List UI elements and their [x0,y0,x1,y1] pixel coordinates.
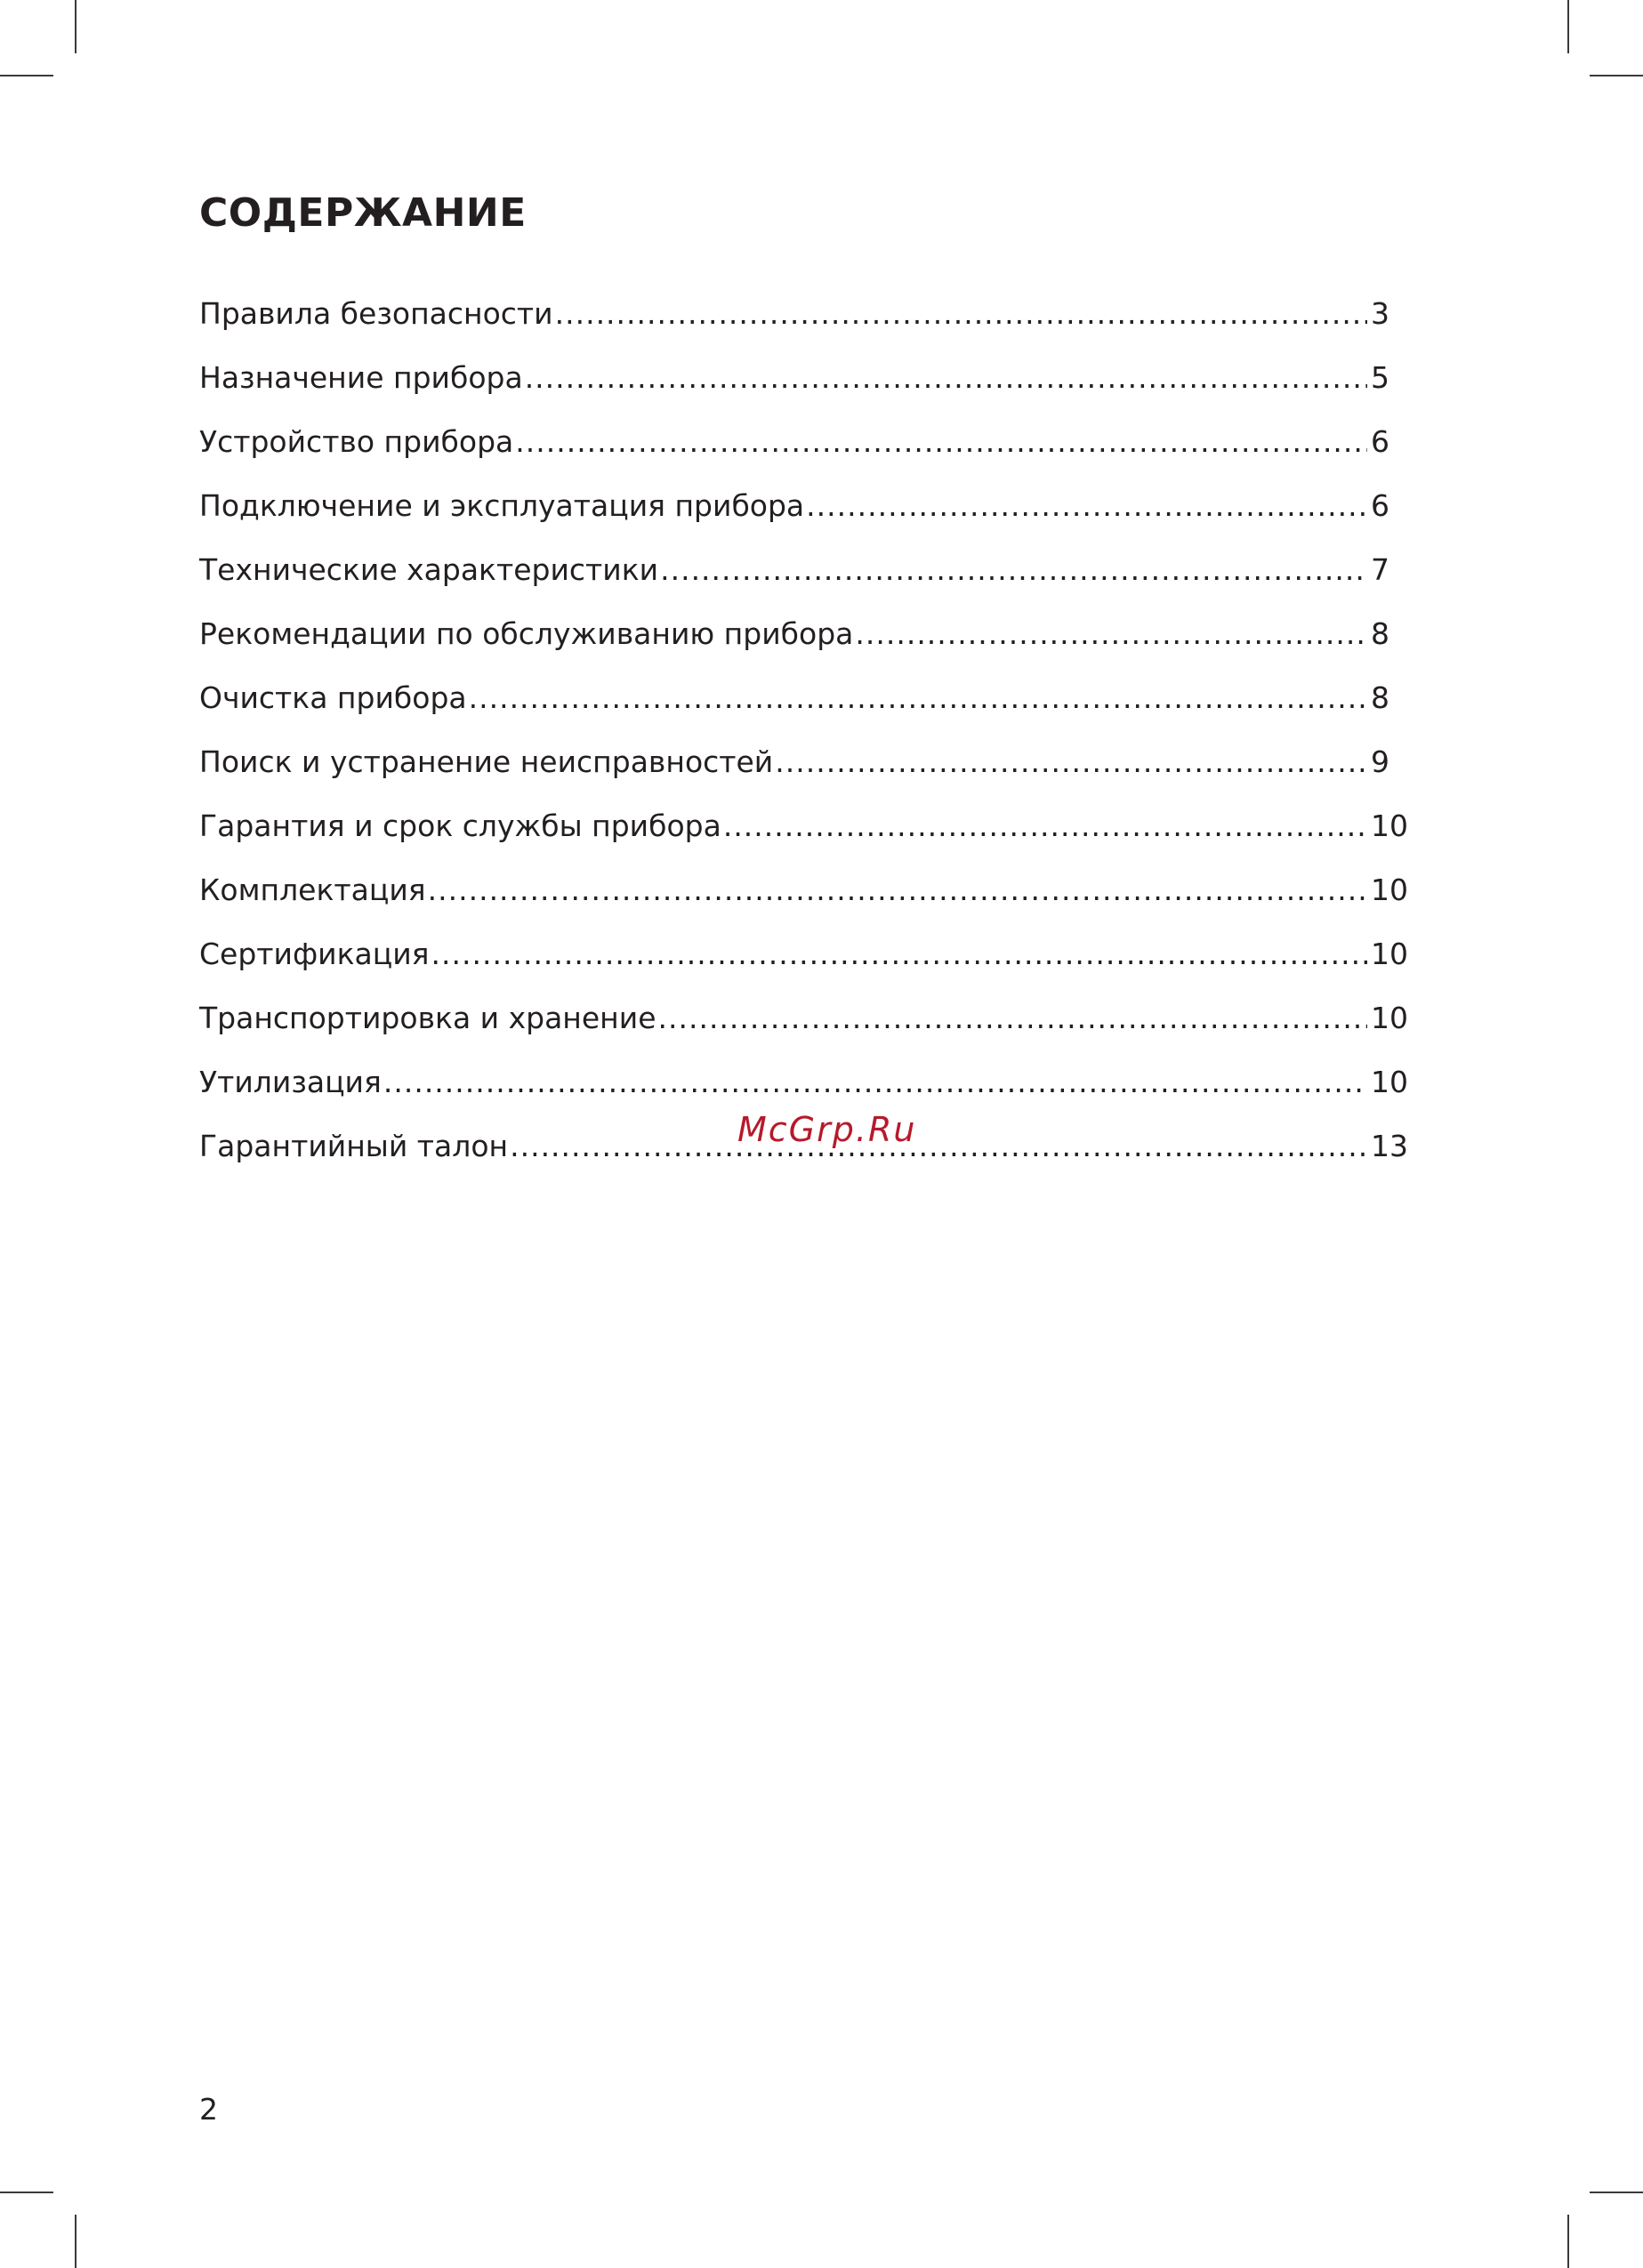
toc-entry [199,672,1422,736]
toc-entry [199,736,1422,800]
crop-mark-top-right-vertical [1567,0,1569,53]
toc-entry-page: 6 [1371,424,1389,459]
toc-dot-leader [510,1120,1367,1173]
toc-entry [199,543,1422,607]
toc-entry-page: 9 [1371,744,1389,779]
toc-dot-leader [515,415,1367,469]
toc-dot-leader [660,543,1367,597]
toc-entry-page: 10 [1371,873,1408,907]
toc-entry-label: Очистка прибора [199,680,467,715]
toc-dot-leader [383,1056,1367,1109]
toc-entry-label: Поиск и устранение неисправностей [199,744,774,779]
crop-mark-top-left-vertical [75,0,77,53]
toc-entry-page: 10 [1371,937,1408,971]
toc-dot-leader [723,800,1367,853]
toc-dot-leader [431,928,1367,981]
crop-mark-top-left-horizontal [0,75,53,76]
toc-title: СОДЕРЖАНИЕ [199,190,527,236]
crop-mark-bottom-right-horizontal [1590,2192,1643,2193]
toc-entry-label: Утилизация [199,1065,382,1099]
crop-mark-bottom-left-vertical [75,2215,77,2268]
toc-entry [199,351,1422,415]
toc-entry-label: Правила безопасности [199,296,553,331]
toc-entry-page: 5 [1371,360,1389,395]
toc-dot-leader [469,672,1367,725]
toc-entry-label: Гарантия и срок службы прибора [199,808,721,843]
toc-entry [199,479,1422,543]
toc-entry-page: 8 [1371,680,1389,715]
crop-mark-bottom-left-horizontal [0,2192,53,2193]
toc-entry-label: Подключение и эксплуатация прибора [199,488,805,523]
toc-entry-label: Устройство прибора [199,424,514,459]
toc-entry-label: Транспортировка и хранение [199,1001,656,1035]
toc-entry-page: 3 [1371,296,1389,331]
toc-entry-page: 7 [1371,552,1389,587]
toc-dot-leader [525,351,1367,405]
toc-entry [199,800,1422,864]
crop-mark-top-right-horizontal [1590,75,1643,76]
toc-entry-page: 10 [1371,1065,1408,1099]
toc-entry [199,928,1422,992]
toc-dot-leader [555,287,1367,341]
toc-entry-label: Рекомендации по обслуживанию прибора [199,616,854,651]
toc-dot-leader [855,607,1367,661]
toc-entry-page: 8 [1371,616,1389,651]
toc-entry [199,607,1422,672]
toc-list [199,287,1422,1184]
toc-entry-label: Комплектация [199,873,426,907]
toc-entry [199,287,1422,351]
toc-entry-label: Гарантийный талон [199,1129,509,1163]
toc-entry-page: 13 [1371,1129,1408,1163]
toc-dot-leader [428,864,1367,917]
toc-entry [199,415,1422,479]
toc-dot-leader [775,736,1367,789]
toc-entry-page: 10 [1371,808,1408,843]
toc-entry-label: Технические характеристики [199,552,659,587]
toc-entry-page: 10 [1371,1001,1408,1035]
toc-entry-label: Сертификация [199,937,430,971]
toc-entry-page: 6 [1371,488,1389,523]
toc-dot-leader [806,479,1367,533]
toc-entry [199,992,1422,1056]
toc-entry-label: Назначение прибора [199,360,523,395]
page-number: 2 [199,2092,218,2127]
toc-dot-leader [658,992,1368,1045]
crop-mark-bottom-right-vertical [1567,2215,1569,2268]
toc-entry [199,864,1422,928]
watermark: McGrp.Ru [737,1110,917,1149]
